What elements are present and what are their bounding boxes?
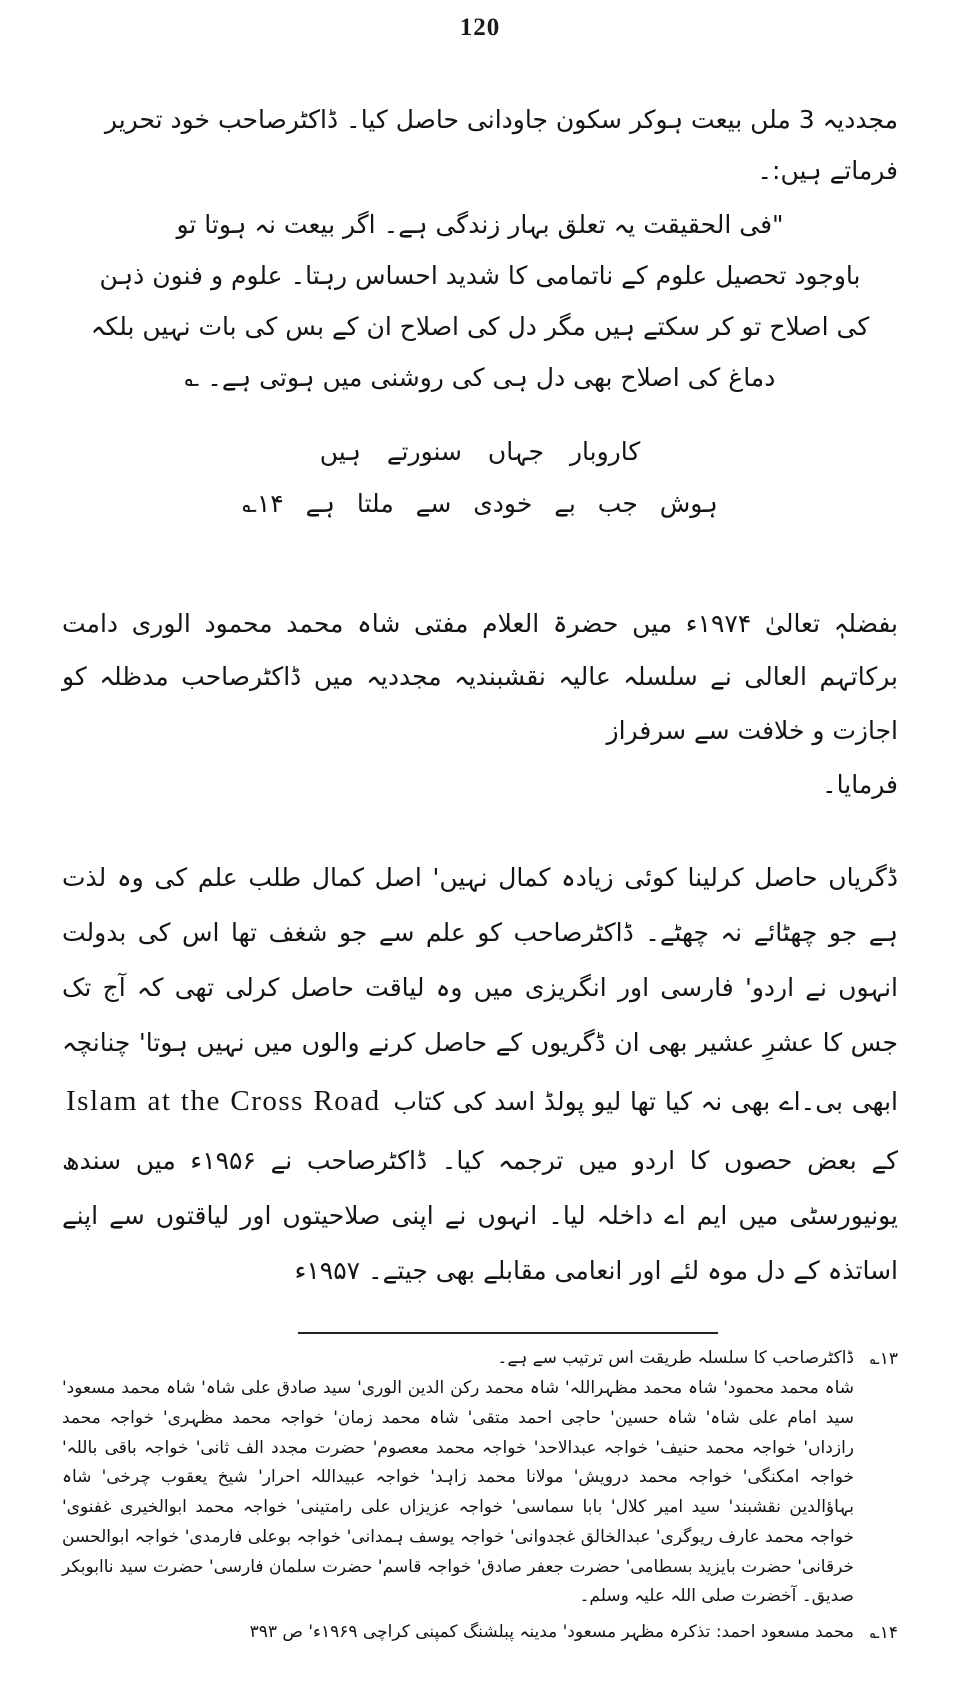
page-number: 120 xyxy=(459,14,501,41)
footnote-body: شاہ محمد محمود' شاہ محمد مظہراللہ' شاہ محمد رکن الدین الوری' سید صادق علی شاہ' شاہ محمد مسعود' سید امام علی شاہ' شاہ حسین' حاجی احمد متقی' شاہ محمد زمان' خواجہ محمد مظہری' خواجہ محمد رازداں' خواجہ محمد حنیف' خواجہ عبدالاحد' خواجہ محمد معصوم' حضرت مجدد الف ثانی' خواجہ باقی باللہ' خواجہ امکنگی' خواجہ محمد درویش' مولانا محمد زاہد' خواجہ عبیداللہ احرار' شیخ یعقوب چرخی' شاہ بہاؤالدین نقشبند' سید امیر کلال' بابا سماسی' خواجہ عزیزاں علی رامتینی' خواجہ محمد ابوالخیری غفنوی' خواجہ محمد عارف ریوگری' عبدالخالق غجدوانی' خواجہ یوسف ہمدانی' خواجہ بوعلی فارمدی' خواجہ ابوالحسن خرقانی' حضرت بایزید بسطامی' حضرت جعفر صادق' خواجہ قاسم' حضرت سلمان فارسی' حضرت سید ناابوبکر صدیق۔ آخضرت صلی اللہ علیہ وسلم۔ xyxy=(62,1378,854,1607)
book-title-latin: Islam at the Cross Road xyxy=(66,1084,381,1117)
paragraph-intro: مجددیہ 3 ملں بیعت ہوکر سکون جاودانی حاصل کیا۔ ڈاکٹرصاحب خود تحریر فرماتے ہیں:۔ xyxy=(104,105,898,186)
footnote-text xyxy=(62,1344,854,1612)
verse-couplet xyxy=(62,426,898,531)
footnote-text xyxy=(62,1618,854,1649)
footnote-marker: ۱۳؎ xyxy=(869,1349,898,1370)
footnote-lead-line: ڈاکٹرصاحب کا سلسلہ طریقت اس ترتیب سے ہے۔ xyxy=(497,1348,854,1369)
quote-line: باوجود تحصیل علوم کے ناتمامی کا شدید احساس رہتا۔ علوم و فنون ذہن xyxy=(99,260,861,290)
footnote-item xyxy=(62,1618,898,1649)
paragraph-khilafat xyxy=(62,597,898,812)
quote-line: دماغ کی اصلاح بھی دل ہی کی روشنی میں ہوتی ہے۔ ؎ xyxy=(184,363,776,393)
paragraph-khilafat-text: بفضلہٖ تعالیٰ ۱۹۷۴ء میں حضرۃ العلام مفتی شاہ محمد محمود الوری دامت برکاتہم العالی نے سلسلہ عالیہ نقشبندیہ مجددیہ میں ڈاکٹرصاحب مدظلہ کو اجازت و خلافت سے سرفراز xyxy=(62,608,898,745)
footnotes-section xyxy=(62,1344,898,1649)
paragraph-khilafat-tail: فرمایا۔ xyxy=(822,769,898,799)
footnote-body: محمد مسعود احمد: تذکرہ مظہر مسعود' مدینہ پبلشنگ کمپنی کراچی ۱۹۶۹ء' ص ۳۹۳ xyxy=(249,1622,854,1643)
verse-line-2: ہوش جب بے خودی سے ملتا ہے ۱۴؎ xyxy=(242,489,718,518)
footnote-item xyxy=(62,1344,898,1612)
paragraph-degrees-after: کے بعض حصوں کا اردو میں ترجمہ کیا۔ ڈاکٹرصاحب نے ۱۹۵۶ء میں سندھ یونیورسٹی میں ایم اے داخلہ لیا۔ انہوں نے اپنی صلاحیتوں اور لیاقتوں سے اپنے اساتذہ کے دل موہ لئے اور انعامی مقابلے بھی جیتے۔ ۱۹۵۷ء xyxy=(62,1146,898,1286)
blockquote-author-statement xyxy=(62,199,898,404)
quote-line: کی اصلاح تو کر سکتے ہیں مگر دل کی اصلاح ان کے بس کی بات نہیں بلکہ xyxy=(90,312,870,341)
footnote-divider xyxy=(298,1332,718,1334)
footnote-marker: ۱۴؎ xyxy=(869,1623,898,1644)
paragraph-degrees-before: ڈگریاں حاصل کرلینا کوئی زیادہ کمال نہیں' اصل کمال طلب علم کی وہ لذت ہے جو چھٹائے نہ چھٹے۔ ڈاکٹرصاحب کو علم سے جو شغف تھا اس کی بدولت انہوں نے اردو' فارسی اور انگریزی میں وہ لیاقت حاصل کرلی تھی کہ آج تک جس کا عشرِ عشیر بھی ان ڈگریوں کے حاصل کرنے والوں میں نہیں ہوتا' چنانچہ ابھی بی۔اے بھی نہ کیا تھا لیو پولڈ اسد کی کتاب xyxy=(62,862,898,1116)
quote-line: "فی الحقیقت یہ تعلق بہار زندگی ہے۔ اگر بیعت نہ ہوتا تو xyxy=(176,209,784,239)
paragraph-degrees xyxy=(62,850,898,1299)
verse-line-1: کاروبار جہاں سنورتے ہیں xyxy=(319,436,641,466)
document-body xyxy=(62,94,898,1298)
